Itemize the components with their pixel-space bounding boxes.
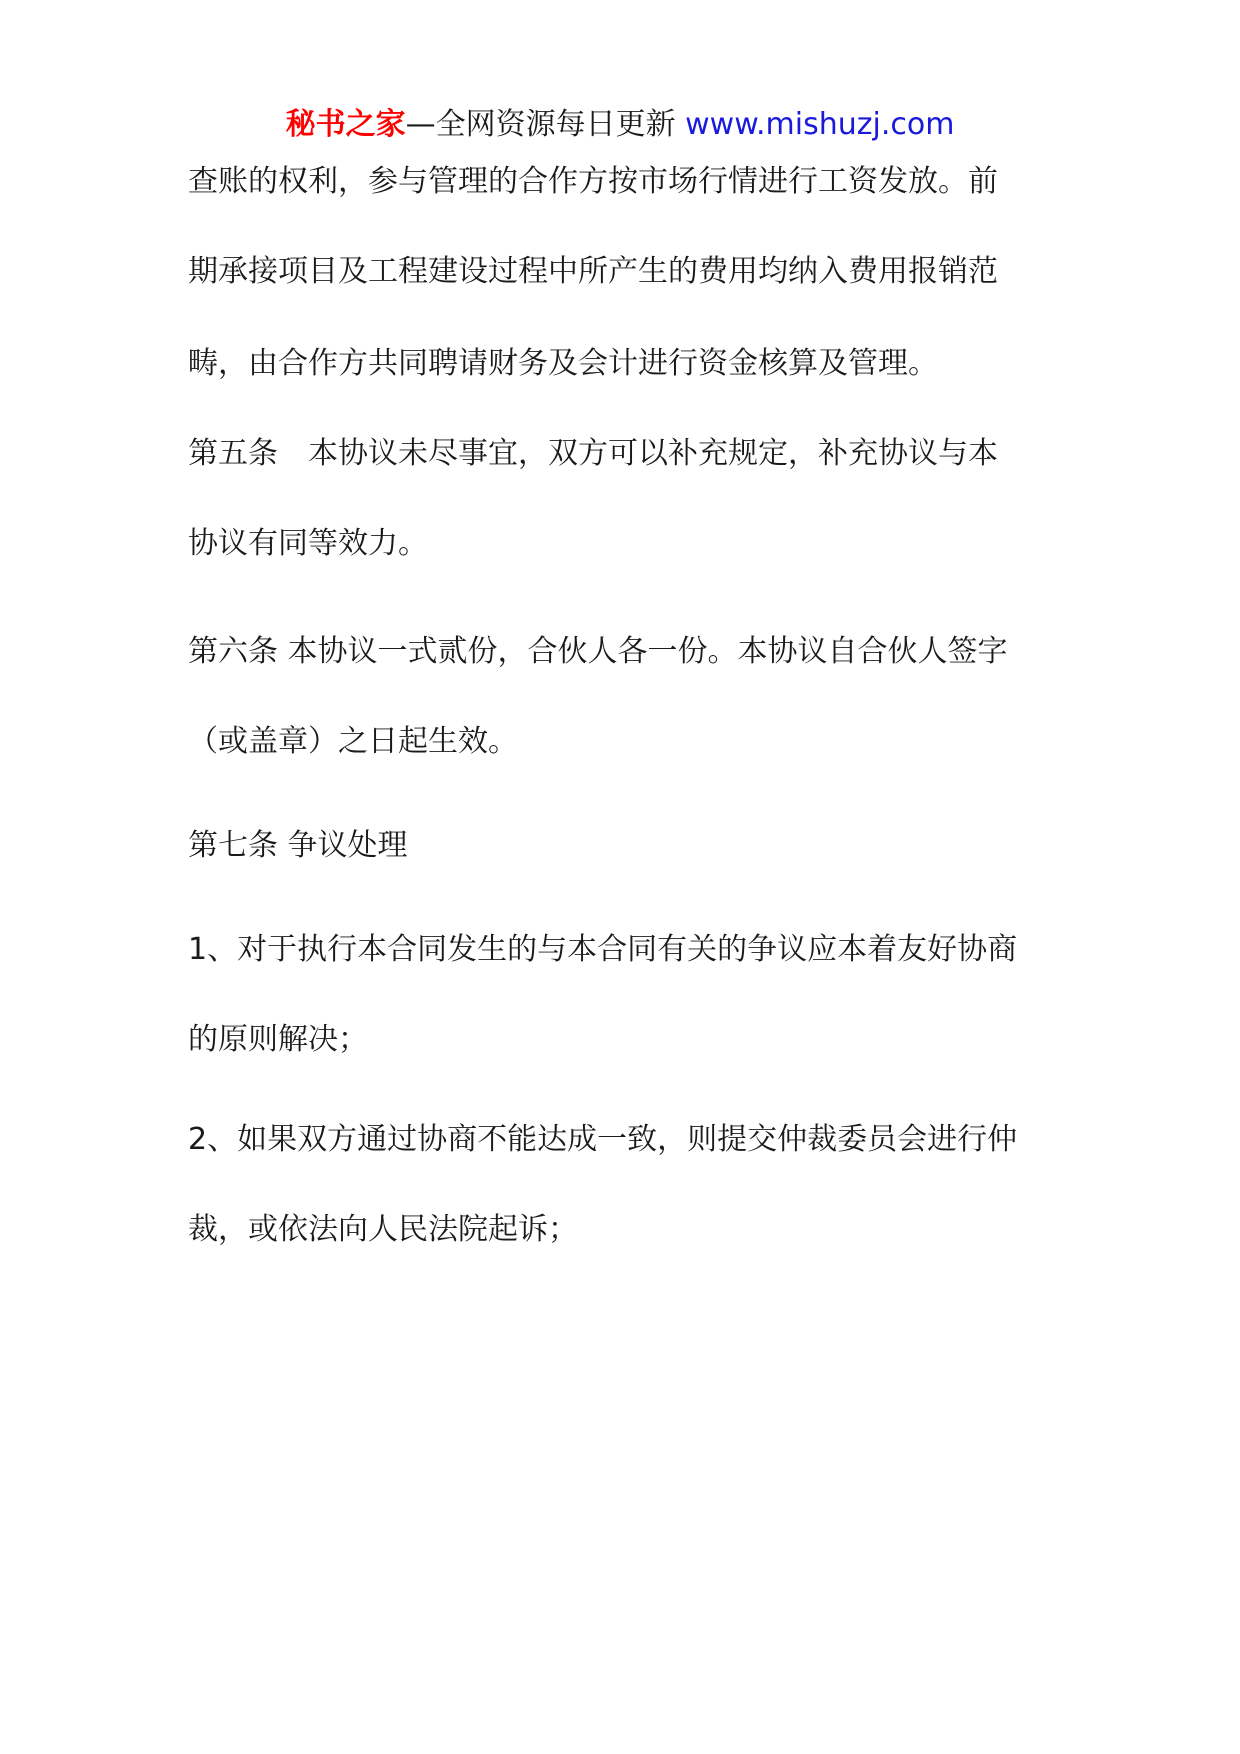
header-tagline: —全网资源每日更新	[405, 107, 676, 142]
text-line: 期承接项目及工程建设过程中所产生的费用均纳入费用报销范	[188, 254, 998, 289]
article-5-heading-line: 第五条 本协议未尽事宜，双方可以补充规定，补充协议与本	[188, 436, 998, 471]
text-line: 裁，或依法向人民法院起诉；	[188, 1212, 578, 1247]
clause-2-line: 2、如果双方通过协商不能达成一致，则提交仲裁委员会进行仲	[188, 1122, 1018, 1157]
text-line: 畴，由合作方共同聘请财务及会计进行资金核算及管理。	[188, 346, 938, 381]
article-6-heading-line: 第六条 本协议一式贰份，合伙人各一份。本协议自合伙人签字	[188, 634, 1008, 669]
text-line: 协议有同等效力。	[188, 526, 428, 561]
article-7-heading: 第七条 争议处理	[188, 828, 408, 863]
brand-name: 秘书之家	[285, 107, 406, 142]
text-line: 查账的权利，参与管理的合作方按市场行情进行工资发放。前	[188, 164, 998, 199]
text-line: 的原则解决；	[188, 1022, 368, 1057]
header-url-link[interactable]: www.mishuzj.com	[685, 107, 955, 142]
page-header	[0, 103, 1240, 147]
text-line: （或盖章）之日起生效。	[188, 724, 518, 759]
clause-1-line: 1、对于执行本合同发生的与本合同有关的争议应本着友好协商	[188, 932, 1018, 967]
